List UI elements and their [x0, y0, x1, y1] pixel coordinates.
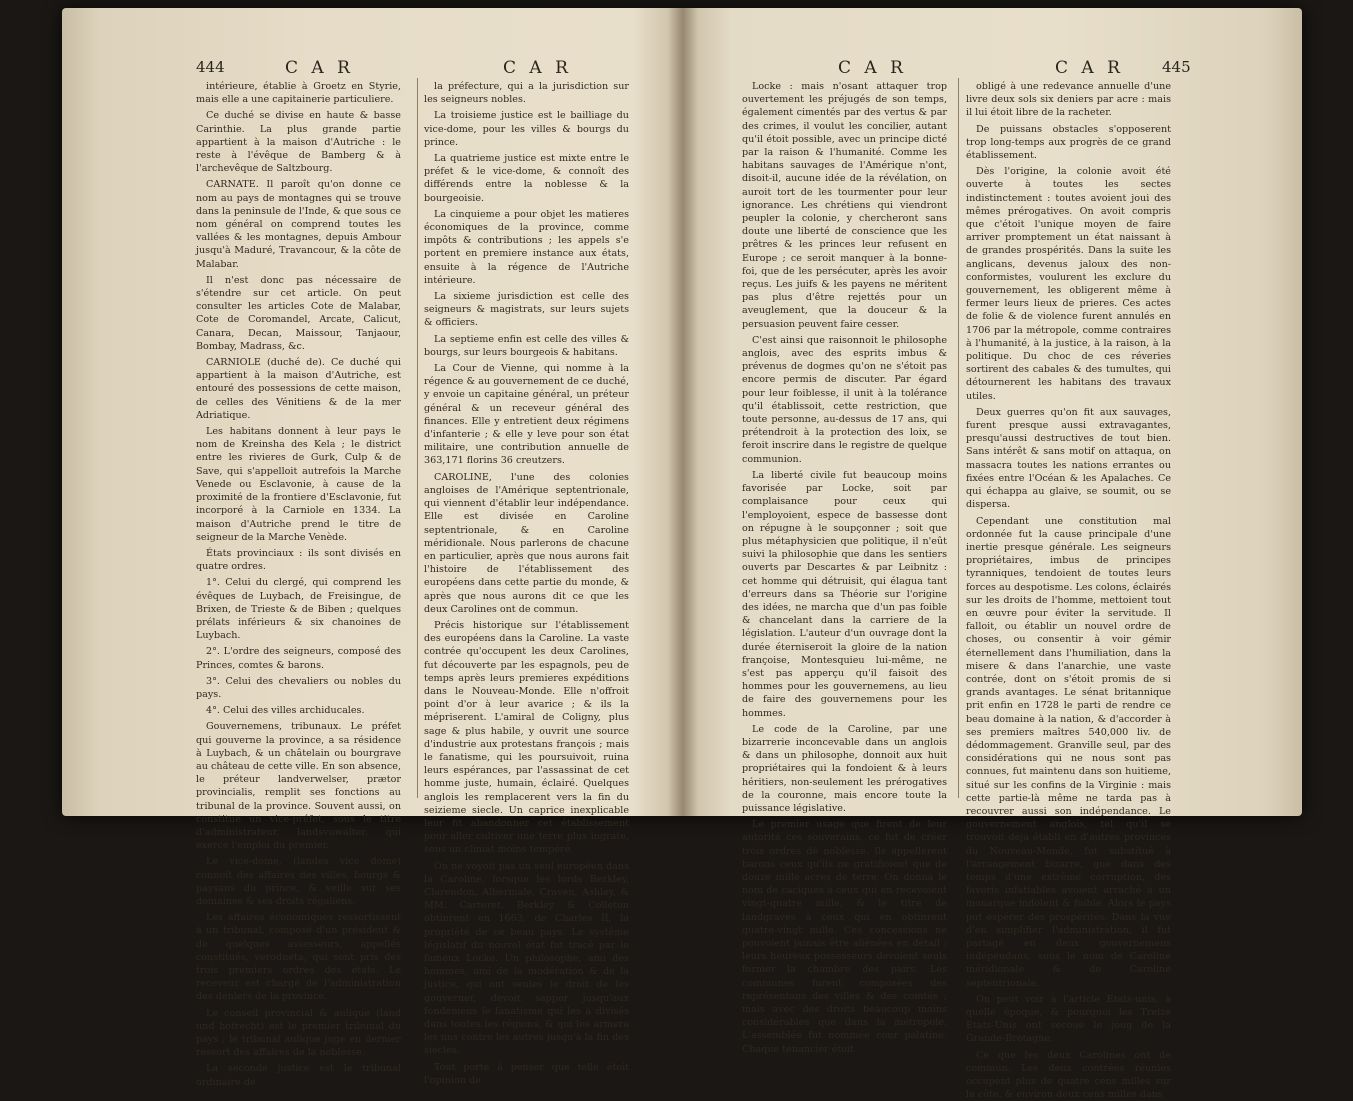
paragraph: la préfecture, qui a la jurisdiction sur les seigneurs nobles.: [424, 81, 629, 106]
paragraph: 1°. Celui du clergé, qui comprend les évêques de Luybach, de Freisingue, de Brixen, de Trieste & de Biben ; quelques prélats inférieurs & six chanoines de Luybach.: [196, 577, 401, 642]
paragraph: Le premier usage que firent de leur autorité ces souverains, ce fut de créer trois ordres de noblesse. Ils appellerent barons ceux qu'ils ne gratifioient que de douze mille acres de terre. On donna le nom de caciques à ceux qui en recevoient vingt-quatre mille, & le titre de landgraves à ceux qui en obtinrent quatre-vingt mille. Ces concessions ne pouvoient jamais être aliénées en détail ; leurs heureux possesseurs devoient seuls former la chambre des pairs. Les communes furent composées des représentans des villes & des comtés ; mais avec des droits beaucoup moins considérables que dans la métropole. L'assemblée fut nommée cour palatine. Chaque tenancier étoit: [742, 819, 947, 1055]
paragraph: Il n'est donc pas nécessaire de s'étendre sur cet article. On peut consulter les articles Cote de Malabar, Cote de Coromandel, Arcate, Calicut, Canara, Decan, Maissour, Tanjaour, Bombay, Madrass, &c.: [196, 274, 401, 352]
right-running-head-2: C A R: [1055, 58, 1124, 78]
right-column-2: [966, 80, 1171, 1101]
paragraph: Ce duché se divise en haute & basse Carinthie. La plus grande partie appartient à la maison d'Autriche : le reste à l'évêque de Bamberg & à l'archevêque de Saltzbourg.: [196, 110, 401, 175]
paragraph: Le vice-dome, (landes vice dome) connoît des affaires des villes, bourgs & paysans du prince, & veille sur ses domaines & ses droits régaliens.: [196, 856, 401, 907]
paragraph: La cinquieme a pour objet les matieres économiques de la province, comme impôts & contributions ; les appels s'e portent en premiere instance aux états, ensuite à la régence de l'Autriche intérieure.: [424, 208, 629, 286]
paragraph: États provinciaux : ils sont divisés en quatre ordres.: [196, 547, 401, 573]
paragraph: Gouvernemens, tribunaux. Le préfet qui gouverne la province, a sa résidence à Luybach, & un châtelain ou bourgrave au château de cette ville. En son absence, le préteur landverwelser, prætor provincialis, remplit ses fonctions au tribunal de la province. Souvent aussi, on constitue un vice-préfet, sous le titre d'administrateur, landsvuwalter, qui exerce l'emploi du premier.: [196, 721, 401, 852]
paragraph: La seconde justice est le tribunal ordinaire de: [196, 1063, 401, 1088]
paragraph: Cependant une constitution mal ordonnée fut la cause principale d'une inertie presque générale. Les seigneurs propriétaires, imbus de principes tyranniques, tendoient de toutes leurs forces au despotisme. Les colons, éclairés sur les droits de l'homme, mettoient tout en œuvre pour éviter la servitude. Il falloit, ou établir un nouvel ordre de choses, ou consentir à voir gémir éternellement dans l'humiliation, dans la misere & dans l'anarchie, une vaste contrée, dont on s'étoit promis de si grands avantages. Le sénat britannique prit enfin en 1728 le parti de rendre ce beau domaine à la nation, & d'accorder à ses premiers maîtres 540,000 liv. de dédommagement. Granville seul, par des considérations qui ne nous sont pas connues, fut maintenu dans son huitieme, situé sur les confins de la Virginie : mais cette partie-là même ne tarda pas à recouvrer aussi son indépendance. Le gouvernement anglois, tel qu'il se trouvoit déja établi en d'autres provinces du Nouveau-Monde, fut substitué à l'arrangement bizarre, que dans des temps d'une extrême corruption, des favoris infatiables avoient arraché à un monarque indolent & foible. Alors le pays put espérer des prospérités. Dans la vue d'en simplifier l'administration, il fut partagé en deux gouvernemens indépendans, sous le nom de Caroline méridionale & de Caroline septentrionale.: [966, 515, 1171, 989]
paragraph: La liberté civile fut beaucoup moins favorisée par Locke, soit par complaisance pour ceux qui l'employoient, espece de bassesse dont on répugne à le soupçonner ; soit que plus métaphysicien que politique, il n'eût suivi la philosophie que dans les sentiers ouverts par Descartes & par Leibnitz : cet homme qui détruisit, qui élagua tant d'erreurs dans sa Théorie sur l'origine des idées, ne marcha que d'un pas foible & chancelant dans la carriere de la législation. L'auteur d'un ouvrage dont la durée éterniseroit la gloire de la nation françoise, Montesquieu lui-même, ne s'est pas apperçu qu'il faisoit des hommes pour les gouvernemens, au lieu de faire des gouvernemens pour les hommes.: [742, 469, 947, 719]
left-column-1: [196, 80, 401, 1088]
paragraph: Deux guerres qu'on fit aux sauvages, furent presque aussi extravagantes, presqu'aussi destructives de tout bien. Sans intérêt & sans motif on attaqua, on massacra toutes les nations errantes ou fixées entre l'Océan & les Apalaches. Ce qui échappa au glaive, se soumit, ou se dispersa.: [966, 406, 1171, 511]
left-column-rule: [417, 78, 418, 798]
paragraph: Locke : mais n'osant attaquer trop ouvertement les préjugés de son temps, également cimentés par des vertus & par des crimes, il voulut les concilier, autant qu'il étoit possible, avec un principe dicté par la raison & l'humanité. Comme les habitans sauvages de l'Amérique n'ont, disoit-il, aucune idée de la révélation, on auroit tort de les tourmenter pour leur ignorance. Les chrétiens qui viendront peupler la colonie, y chercheront sans doute une liberté de conscience que les prêtres & les princes leur refusent en Europe ; ce seroit manquer à la bonne-foi, que de les persécuter, après les avoir reçus. Les juifs & les payens ne méritent pas plus d'être rejettés pour un aveuglement, que la douceur & la persuasion peuvent faire cesser.: [742, 81, 947, 330]
paragraph: 3°. Celui des chevaliers ou nobles du pays.: [196, 675, 401, 700]
paragraph: Le code de la Caroline, par une bizarrerie inconcevable dans un anglois & dans un philosophe, donnoit aux huit propriétaires qui la fondoient & à leurs héritiers, non-seulement les prérogatives de la couronne, mais encore toute la puissance législative.: [742, 723, 947, 814]
paragraph: 4°. Celui des villes archiducales.: [206, 705, 365, 717]
paragraph: CAROLINE, l'une des colonies angloises de l'Amérique septentrionale, qui viennent d'établir leur indépendance. Elle est divisée en Caroline septentrionale, & en Caroline méridionale. Nous parlerons de chacune en particulier, après que nous aurons fait l'histoire de l'établissement des européens dans cette partie du monde, & après que nous aurons dit ce que les deux Carolines ont de commun.: [424, 471, 629, 615]
left-running-head-1: C A R: [285, 58, 354, 78]
right-running-head-1: C A R: [838, 58, 907, 78]
paragraph: Les affaires économiques ressortissent à un tribunal, composé d'un président & de quelques assesseurs, appellés constitués, verodneta, qui sont pris des trois premiers ordres des états. Le receveur est chargé de l'administration des deniers de la province.: [196, 912, 401, 1003]
right-column-1: [742, 80, 947, 1055]
paragraph: CARNATE. Il paroît qu'on donne ce nom au pays de montagnes qui se trouve dans la peninsule de l'Inde, & que sous ce nom général on comprend toutes les vallées & les montagnes, depuis Ambour jusqu'à Maduré, Travancour, & la côte de Malabar.: [196, 179, 401, 270]
paragraph: La septieme enfin est celle des villes & bourgs, sur leurs bourgeois & habitans.: [424, 333, 629, 358]
left-column-2: [424, 80, 629, 1086]
right-column-rule: [958, 78, 959, 798]
paragraph: 2°. L'ordre des seigneurs, composé des Princes, comtes & barons.: [196, 646, 401, 671]
paragraph: obligé à une redevance annuelle d'une livre deux sols six deniers par acre : mais il lui étoit libre de la racheter.: [966, 81, 1171, 119]
paragraph: On peut voir à l'article Etats-unis, à quelle époque, & pourquoi les Treize Etats-Unis ont secoué le joug de la Grande-Bretagne.: [966, 993, 1171, 1045]
paragraph: Le conseil provincial & aulique (land und hofrecht) est le premier tribunal du pays ; le tribunal aulique juge en dernier ressort des affaires de la noblesse.: [196, 1007, 401, 1059]
left-page-number: 444: [196, 58, 225, 76]
paragraph: Précis historique sur l'établissement des européens dans la Caroline. La vaste contrée qu'occupent les deux Carolines, fut découverte par les espagnols, peu de temps après leurs premieres expéditions dans le Nouveau-Monde. Elle n'offroit point d'or à leur avarice ; & ils la mépriserent. L'amiral de Coligny, plus sage & plus habile, y ouvrit une source d'industrie aux protestans françois ; mais le fanatisme, qui les poursuivoit, ruina leurs espérances, par l'assassinat de cet homme juste, humain, éclairé. Quelques anglois les remplacerent vers la fin du seizieme siecle. Un caprice inexplicable leur fit abandonner cet établissement pour aller cultiver une terre plus ingrate, sous un climat moins tempéré.: [424, 619, 629, 856]
paragraph: C'est ainsi que raisonnoit le philosophe anglois, avec des esprits imbus & prévenus de dogmes qu'on ne s'étoit pas encore permis de discuter. Par égard pour leur foiblesse, il unit à la tolérance qu'il établissoit, cette restriction, que toute personne, au-dessus de 17 ans, qui prétendroit à la protection des loix, se feroit inscrire dans le registre de quelque communion.: [742, 334, 947, 465]
paragraph: La Cour de Vienne, qui nomme à la régence & au gouvernement de ce duché, y envoie un capitaine général, un préteur général & un receveur général des finances. Elle y entretient deux régimens d'infanterie ; & elle y leve pour son état militaire, une contribution annuelle de 363,171 florins 36 creutzers.: [424, 363, 629, 467]
paragraph: CARNIOLE (duché de). Ce duché qui appartient à la maison d'Autriche, est entouré des possessions de cette maison, de celles des Vénitiens & de la mer Adriatique.: [196, 357, 401, 421]
book-gutter: [668, 8, 698, 816]
paragraph: La quatrieme justice est mixte entre le préfet & le vice-dome, & connoît des différends entre la noblesse & la bourgeoisie.: [424, 153, 629, 204]
paragraph: La sixieme jurisdiction est celle des seigneurs & magistrats, sur leurs sujets & officiers.: [424, 291, 629, 329]
paragraph: La troisieme justice est le bailliage du vice-dome, pour les villes & bourgs du prince.: [424, 110, 629, 148]
paragraph: Dès l'origine, la colonie avoit été ouverte à toutes les sectes indistinctement : toutes avoient joui des mêmes prérogatives. On avoit compris que c'étoit l'unique moyen de faire arriver promptement un état naissant à de grandes prospérités. Dans la suite les anglicans, devenus jaloux des non-conformistes, voulurent les exclure du gouvernement, les obligerent même à fermer leurs lieux de prieres. Ces actes de folie & de violence furent annulés en 1706 par la métropole, comme contraires à l'humanité, à la justice, à la raison, à la politique. Du choc de ces réveries sortirent des cabales & des tumultes, qui détournerent les habitans des travaux utiles.: [966, 166, 1171, 402]
paragraph: Les habitans donnent à leur pays le nom de Kreinsha des Kela ; le district entre les rivieres de Gurk, Culp & de Save, qui s'appelloit autrefois la Marche Venede ou Esclavonie, à cause de la proximité de la frontiere d'Esclavonie, fut incorporé à la Carniole en 1334. La maison d'Autriche prend le titre de seigneur de la Marche Venède.: [196, 426, 401, 543]
paragraph: On ne voyoit pas un seul européen dans la Caroline, lorsque les lords Berkley, Clarendon, Albermale, Craven, Ashley, & MM. Carteret, Berkley & Colleton obtinrent en 1663, de Charles II, la propriété de ce beau pays. Le systême législatif du nouvel état fut tracé par le fameux Locke. Un philosophe, ami des hommes, ami de la modération & de la justice, qui ont seules le droit de les gouverner, devoit sapper jusqu'aux fondemens le fanatisme qui les a divisés dans toutes les régions, & qui les armera les uns contre les autres jusqu'à la fin des siecles.: [424, 860, 629, 1057]
paragraph: De puissans obstacles s'opposerent trop long-temps aux progrès de ce grand établissement.: [966, 123, 1171, 162]
right-page-number: 445: [1162, 58, 1191, 76]
left-running-head-2: C A R: [503, 58, 572, 78]
paragraph: Ce que les deux Carolines ont de commun. Les deux contrées réunies occupent plus de quatre cens milles sur la côte, & environ deux cens milles dans: [966, 1049, 1171, 1101]
paragraph: Tout porte à penser que telle étoit l'opinion de: [424, 1061, 629, 1086]
paragraph: intérieure, établie à Groetz en Styrie, mais elle a une capitainerie particuliere.: [196, 81, 401, 106]
